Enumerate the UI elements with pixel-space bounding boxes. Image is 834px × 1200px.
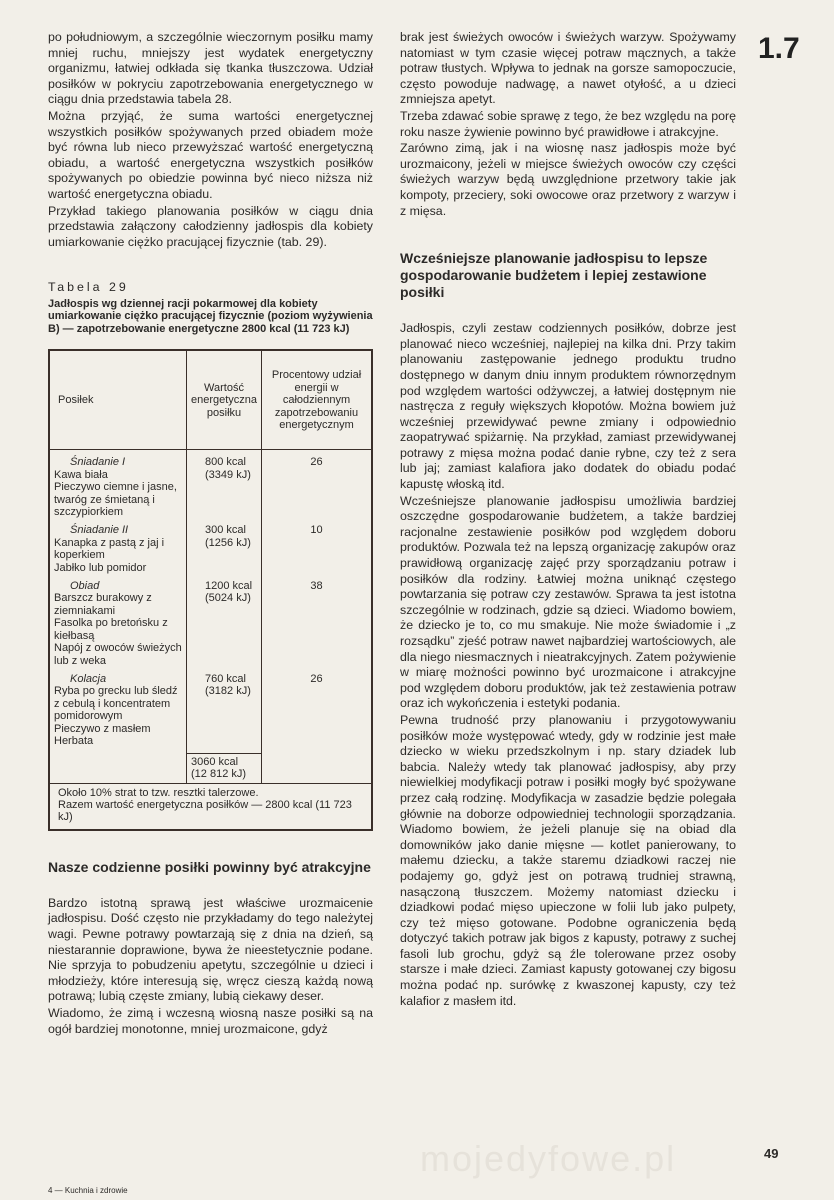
meal-kj: (3182 kJ) [205,685,251,698]
paragraph: Trzeba zdawać sobie sprawę z tego, że bez względu na porę roku nasze żywienie powinno być prawidłowe i atrakcyjne. [400,108,736,139]
column-header: Wartość energetyczna posiłku [187,350,262,450]
section-title: Wcześniejsze planowanie jadłospisu to lepsze gospodarowanie budżetem i lepiej zestawione posiłki [400,250,708,301]
left-column [48,30,373,1038]
meal-items: Ryba po grecku lub śledź z cebulą i koncentratem pomidorowym Pieczywo z masłem Herbata [54,685,178,747]
table-footnote-row [49,783,372,830]
paragraph: Jadłospis, czyli zestaw codziennych posiłków, dobrze jest planować nieco wcześniej, najlepiej na kilka dni. Przy takim planowaniu zastępowanie jednego produktu trudno dostępnego w danym dniu innym produktem równorzędnym pod względem wartości odżywczej, a łatwiej dostępnym nie nastręcza z reguły większych kłopotów. Można bowiem już wcześniej przewidywać pewne zmiany i odpowiednio zaopatrywać spiżarnię. Na przykład, zamiast przewidywanej potrawy z mięsa można podać danie rybne, czy też z sera lub jaj; zamiast kalafiora jako dodatek do obiadu podać kapustę włoską itd. [400,321,736,492]
paragraph: Wcześniejsze planowanie jadłospisu umożliwia bardziej oszczędne gospodarowanie budżetem, a także bardziej racjonalne zestawienie posiłków pod względem doboru produktów. Pozwala też na lepszą organizację zakupów oraz prawidłową organizację zajęć przy sporządzaniu potraw i posiłków dla rodziny. Łatwiej można uniknąć częstego powtarzania się potraw czy zestawów. Sprawa ta jest istotna szczególnie w rodzinach, gdzie są dzieci. Wiadomo bowiem, że dziecko je to, co mu smakuje. Nie może świadomie i „z rozsądku” zjeść potraw nawet najbardziej wartościowych, ale dla niego niesmacznych i nieatrakcyjnych. Zatem pożywienie w miarę możności powinno być urozmaicone i atrakcyjne pod względem doboru produktów, jak też zestawienia potraw oraz ich wykończenia i estetyki podania. [400,493,736,711]
meal-name: Śniadanie II [70,524,129,537]
total-kj: (12 812 kJ) [191,768,247,781]
paragraph: Można przyjąć, że suma wartości energetycznej wszystkich posiłków spożywanych przed obiadem może być równa lub nieco przewyższać wartość energetyczną obiadu, a wartość energetyczna wszystkich posiłków spożywanych po obiedzie powinna być nieco niższa niż wartość energetyczna obiadu. [48,108,373,201]
meal-kj: (3349 kJ) [205,468,251,481]
meal-kj: (1256 kJ) [205,536,251,549]
meal-items: Kawa biała Pieczywo ciemne i jasne, twaróg ze śmietaną i szczypiorkiem [54,468,177,519]
paragraph: Zarówno zimą, jak i na wiosnę nasz jadłospis może być urozmaicony, jeżeli w miejsce świeżych owoców czy części świeżych warzyw będą uwzględnione przetwory takie jak kompoty, przeciery, soki owocowe oraz przetwory z warzyw i z mięsa. [400,141,736,218]
table-row [49,576,372,669]
page-footer: 4 — Kuchnia i zdrowie [48,1186,128,1195]
table-row [49,520,372,576]
paragraph: po południowym, a szczególnie wieczornym posiłku mamy mniej ruchu, mniejszy jest wydatek energetyczny organizmu, łatwiej odkłada się tkanka tłuszczowa. Udział posiłków w pokryciu zapotrzebowania energetycznego w ciągu dnia przedstawia tabela 28. [48,30,373,107]
meal-percent: 10 [262,520,372,576]
paragraph: Przykład takiego planowania posiłków w ciągu dnia przedstawia załączony całodzienny jadłospis dla kobiety umiarkowanie ciężko pracującej fizycznie (tab. 29). [48,203,373,249]
meal-items: Kanapka z pastą z jaj i koperkiem Jabłko lub pomidor [54,536,165,574]
meal-percent: 26 [262,450,372,521]
meal-name: Obiad [70,580,100,593]
meal-kcal: 760 kcal [205,672,246,685]
chapter-number: 1.7 [758,32,800,65]
table-row [49,669,372,753]
meal-name: Kolacja [70,672,107,685]
table-total-row [49,753,372,783]
paragraph: Wiadomo, że zimą i wczesną wiosną nasze posiłki są na ogół bardziej monotonne, mniej urozmaicone, gdyż [48,1006,373,1036]
right-column [400,30,736,1010]
table-header-row [49,350,372,450]
meal-percent: 26 [262,669,372,753]
page-number: 49 [764,1146,779,1161]
meal-kcal: 300 kcal [205,524,246,537]
watermark: mojedyfowe.pl [420,1138,677,1179]
paragraph: Pewna trudność przy planowaniu i przygotowywaniu posiłków może występować wtedy, gdy w rodzinie jest małe dziecko w wieku przedszkolnym i np. stary dziadek lub babcia. Należy wtedy tak planować jadłospisy, aby przy niewielkiej modyfikacji potraw i posiłki mogły być spożywane przez całą rodzinę. Modyfikacja w zasadzie będzie polegała głównie na doborze odpowiedniej technologii sporządzania. Wiadomo bowiem, że jeżeli planuje się na obiad dla domowników jako danie mięsne — kotlet panierowany, to małemu dziecku, a także staremu dziadkowi raczej nie podajemy go, gdyż jest on potrawą trudniej strawną, nasączoną tłuszczem. Możemy natomiast dziecku i dziadkowi podać mięso upieczone w folii lub jako pulpety, czy też mięso gotowane. Podobne ograniczenia będą dotyczyć takich potraw jak bigos z kapusty, potrawy z suchej fasoli lub grochu, gdyż są źle tolerowane przez osoby starsze i małe dzieci. Zamiast kapusty gotowanej czy bigosu można podać np. surówkę z kwaszonej kapusty, czy też kalafior z masłem itd. [400,712,736,1008]
meal-name: Śniadanie I [70,456,126,469]
table-footnote: Około 10% strat to tzw. resztki talerzowe. Razem wartość energetyczna posiłków — 2800 kcal (11 723 kJ) [49,783,372,830]
paragraph: brak jest świeżych owoców i świeżych warzyw. Spożywamy natomiast w tym czasie więcej potraw mącznych, a także potraw tłustych. Wpływa to jednak na gorsze samopoczucie, często powoduje nadwagę, a nawet otyłość, a u dzieci zmniejsza apetyt. [400,30,736,107]
table-caption: Jadłospis wg dziennej racji pokarmowej dla kobiety umiarkowanie ciężko pracującej fizycznie (poziom wyżywienia B) — zapotrzebowanie energetyczne 2800 kcal (11 723 kJ) [48,297,373,335]
table-row [49,450,372,521]
total-kcal: 3060 kcal [191,755,239,768]
section-title: Nasze codzienne posiłki powinny być atrakcyjne [48,858,371,875]
paragraph: Bardzo istotną sprawą jest właściwe urozmaicenie jadłospisu. Dość często nie przykładamy do tego należytej wagi. Pewne potrawy powtarzają się z dnia na dzień, są niestarannie doprawione, bywa że nieestetycznie podane. Nie sprzyja to pobudzeniu apetytu, szczególnie u dzieci i młodzieży, które interesują się, wręcz cieszą każdą nową potrawą; lubią częste zmiany, lubią ciekawy deser. [48,895,373,1004]
meal-kcal: 800 kcal [205,456,246,469]
column-header: Posiłek [49,350,187,450]
meal-kcal: 1200 kcal [205,580,253,593]
table-label: Tabela 29 [48,280,129,295]
menu-table [48,349,373,830]
meal-percent: 38 [262,576,372,669]
meal-kj: (5024 kJ) [205,592,251,605]
column-header: Procentowy udział energii w całodziennym zapotrzebowaniu energetycznym [262,350,372,450]
meal-items: Barszcz burakowy z ziemniakami Fasolka po bretońsku z kiełbasą Napój z owoców świeżych lub z weka [54,592,182,667]
